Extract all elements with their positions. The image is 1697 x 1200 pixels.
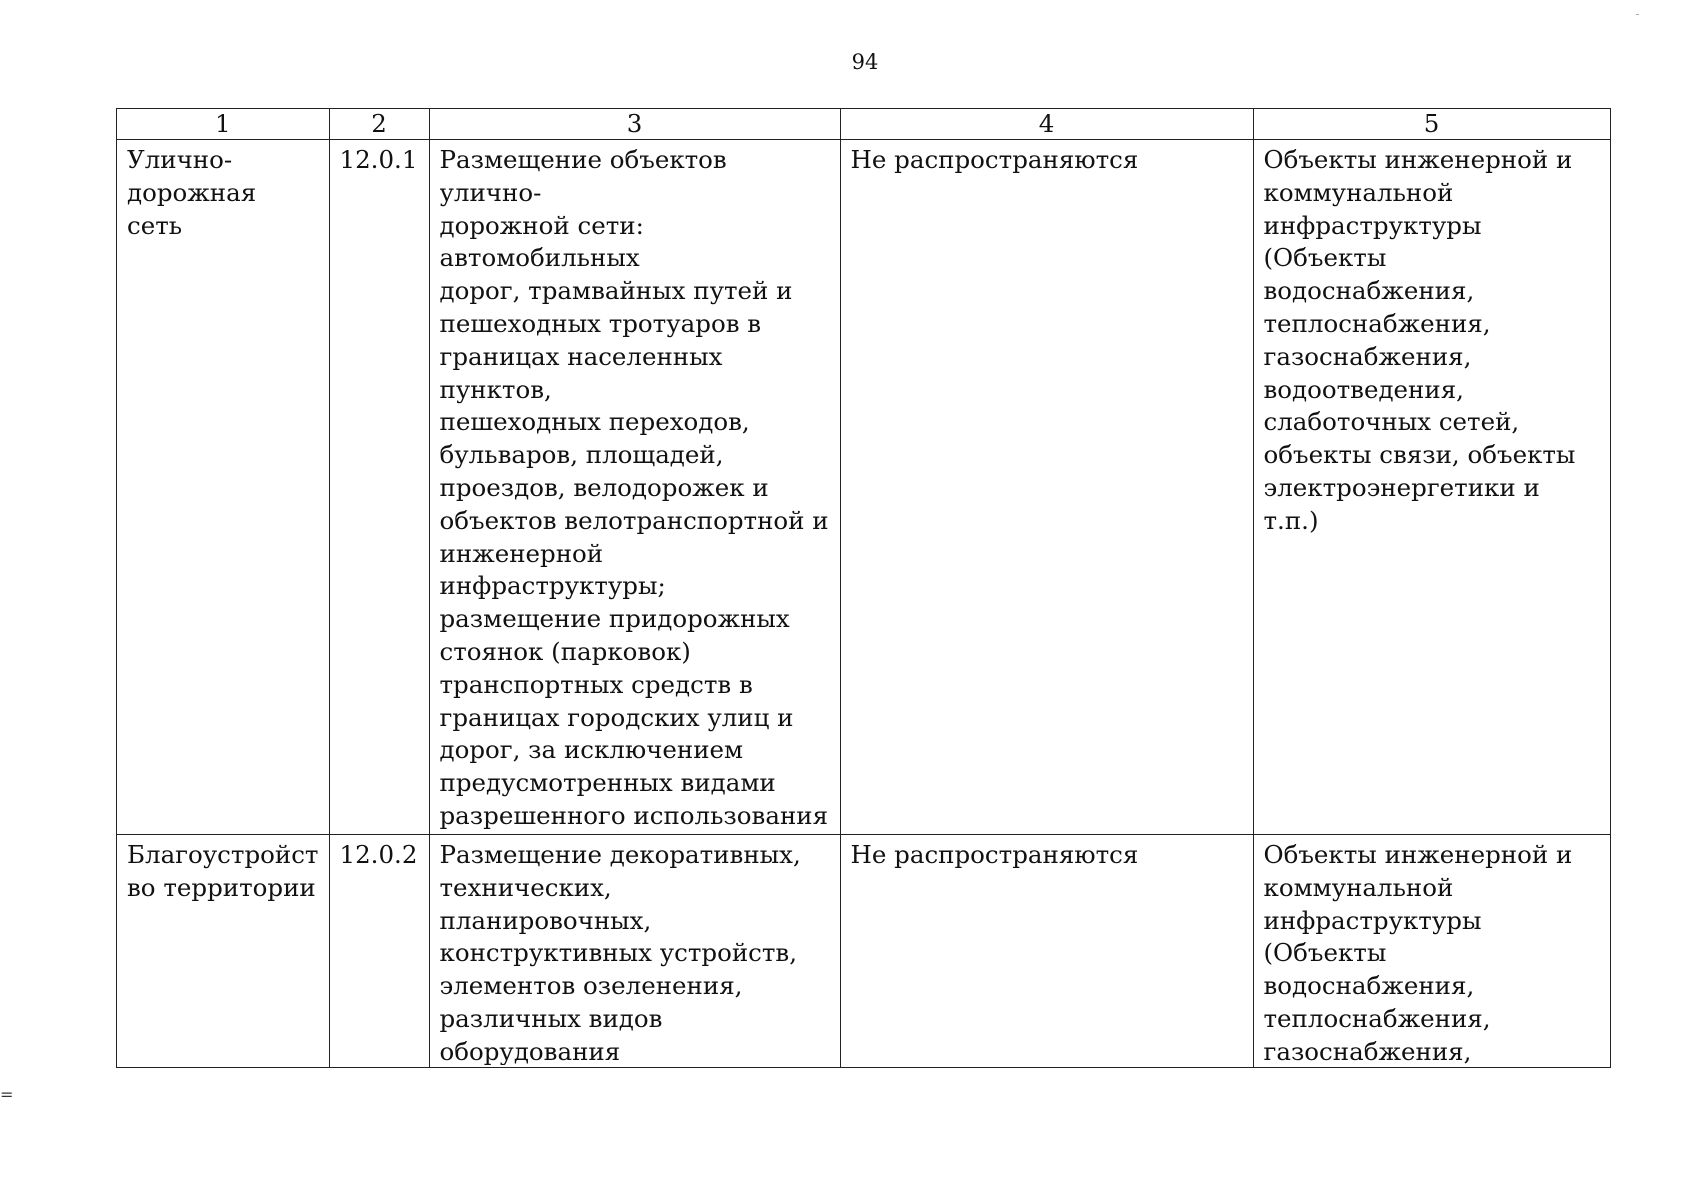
table-header-row xyxy=(117,109,1611,140)
objects-text: Объекты инженерной и коммунальной инфраструктуры (Объекты водоснабжения, теплоснабжения, газоснабжения, xyxy=(1263,840,1573,1065)
column-header: 5 xyxy=(1253,109,1610,140)
table-row xyxy=(117,835,1611,1068)
objects-text: Объекты инженерной и коммунальной инфраструктуры (Объекты водоснабжения, теплоснабжения, газоснабжения, водоотведения, слаботочных сетей, объекты связи, объекты электроэнергетики и т.п.) xyxy=(1263,145,1576,535)
usage-description-cell xyxy=(429,140,840,835)
table-row xyxy=(117,140,1611,835)
usage-description: Размещение декоративных, технических, планировочных, конструктивных устройств, элементов озеленения, различных видов оборудования xyxy=(439,840,801,1065)
objects-cell xyxy=(1253,140,1610,835)
margin-mark: = xyxy=(0,1085,14,1104)
column-header: 2 xyxy=(329,109,429,140)
column-header: 1 xyxy=(117,109,330,140)
restrictions-cell xyxy=(840,140,1253,835)
restrictions-text: Не распространяются xyxy=(850,145,1139,174)
usage-name-cell xyxy=(117,140,330,835)
column-header: 4 xyxy=(840,109,1253,140)
column-header: 3 xyxy=(429,109,840,140)
restrictions-cell xyxy=(840,835,1253,1068)
objects-cell xyxy=(1253,835,1610,1068)
usage-description-cell xyxy=(429,835,840,1068)
usage-name: Улично- дорожная сеть xyxy=(127,145,257,240)
scan-artifact xyxy=(1636,14,1639,15)
restrictions-text: Не распространяются xyxy=(850,840,1139,869)
usage-code-cell xyxy=(329,140,429,835)
usage-name: Благоустройст во территории xyxy=(127,840,319,902)
page-number: 94 xyxy=(851,50,879,74)
usage-code-cell xyxy=(329,835,429,1068)
usage-code: 12.0.1 xyxy=(339,145,418,174)
usage-description: Размещение объектов улично- дорожной сети: автомобильных дорог, трамвайных путей и пешеходных тротуаров в границах населенных пунктов, пешеходных переходов, бульваров, площадей, проездов, велодорожек и объектов велотранспортной и инженерной инфраструктуры; размещение придорожных стоянок (парковок) транспортных средств в границах городских улиц и дорог, за исключением предусмотренных видами разрешенного использования xyxy=(439,145,829,830)
land-use-table xyxy=(116,108,1611,1068)
usage-name-cell xyxy=(117,835,330,1068)
usage-code: 12.0.2 xyxy=(339,840,418,869)
